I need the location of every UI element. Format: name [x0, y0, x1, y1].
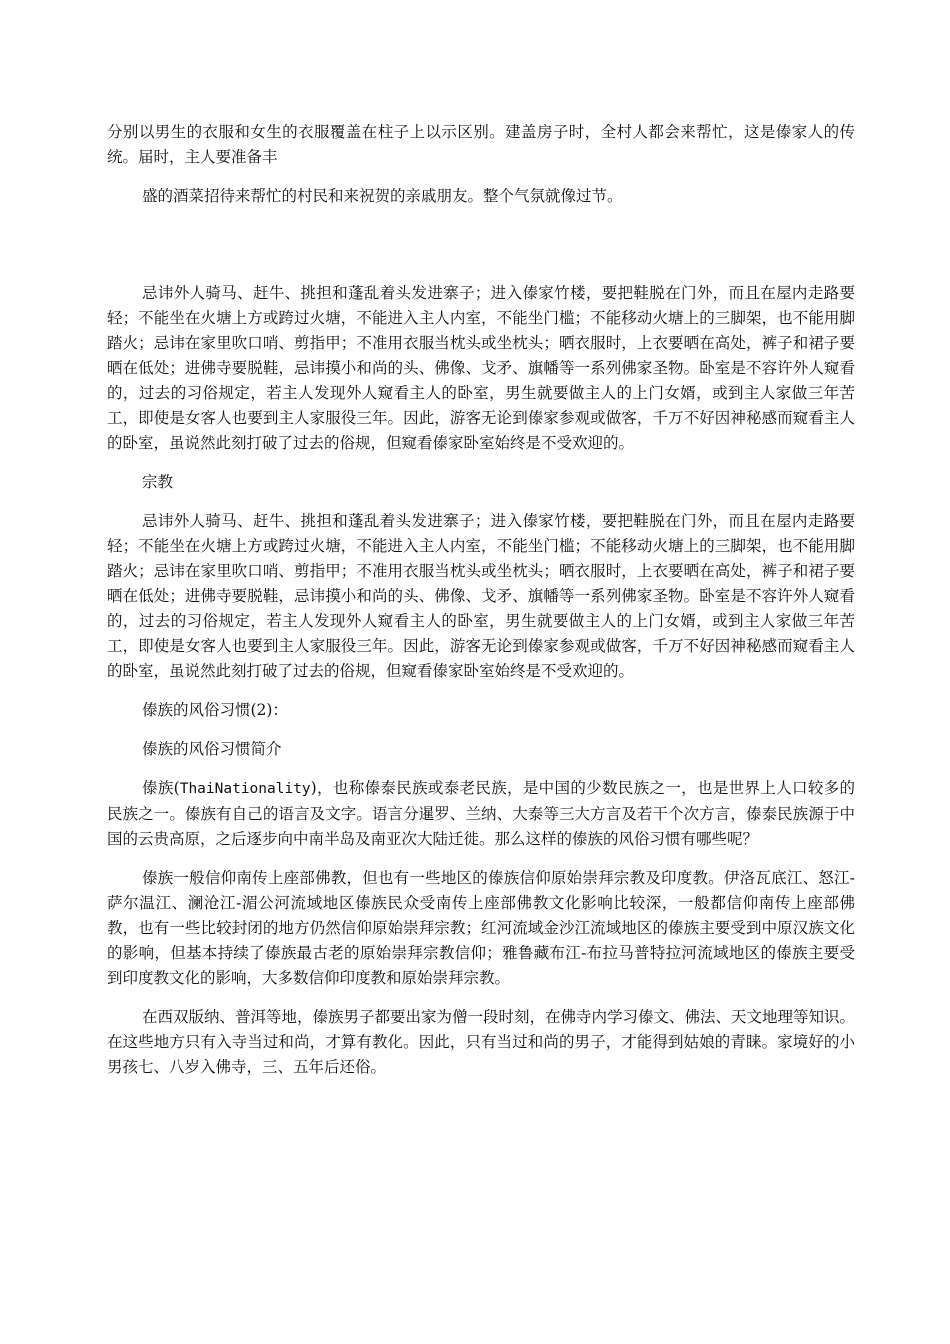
dai-english-name: ThaiNationality [179, 781, 311, 797]
paragraph-house-building: 分别以男生的衣服和女生的衣服覆盖在柱子上以示区别。建盖房子时，全村人都会来帮忙，这是傣家人的传统。届时，主人要准备丰 [107, 123, 855, 166]
paragraph-taboos-repeat: 忌讳外人骑马、赶牛、挑担和蓬乱着头发进寨子；进入傣家竹楼，要把鞋脱在门外，而且在屋内走路要轻；不能坐在火塘上方或跨过火塘，不能进入主人内室，不能坐门槛；不能移动火塘上的三脚架，也不能用脚踏火；忌讳在家里吹口哨、剪指甲；不准用衣服当枕头或坐枕头；晒衣服时，上衣要晒在高处，裤子和裙子要晒在低处；进佛寺要脱鞋，忌讳摸小和尚的头、佛像、戈矛、旗幡等一系列佛家圣物。卧室是不容许外人窥看的，过去的习俗规定，若主人发现外人窥看主人的卧室，男生就要做主人的上门女婿，或到主人家做三年苦工，即使是女客人也要到主人家服役三年。因此，游客无论到傣家参观或做客，千万不好因神秘感而窥看主人的卧室，虽说然此刻打破了过去的俗规，但窥看傣家卧室始终是不受欢迎的。 [107, 512, 855, 680]
paragraph-dai-intro [107, 776, 855, 852]
section-heading-customs-2: 傣族的风俗习惯(2)： [142, 701, 288, 719]
dai-intro-rest: )，也称傣泰民族或泰老民族，是中国的少数民族之一，也是世界上人口较多的民族之一。傣族有自己的语言及文字。语言分暹罗、兰纳、大泰等三大方言及若干个次方言，傣泰民族源于中国的云贵高原，之后逐步向中南半岛及南亚次大陆迁徙。那么这样的傣族的风俗习惯有哪些呢？ [107, 779, 855, 848]
blank-gap [107, 223, 855, 281]
section-heading-religion: 宗教 [142, 473, 174, 491]
paragraph-monkhood: 在西双版纳、普洱等地，傣族男子都要出家为僧一段时刻，在佛寺内学习傣文、佛法、天文地理等知识。在这些地方只有入寺当过和尚，才算有教化。因此，只有当过和尚的男子，才能得到姑娘的青睐。家境好的小男孩七、八岁入佛寺，三、五年后还俗。 [107, 1008, 856, 1076]
paragraph-dai-religion: 傣族一般信仰南传上座部佛教，但也有一些地区的傣族信仰原始崇拜宗教及印度教。伊洛瓦底江、怒江-萨尔温江、澜沧江-湄公河流域地区傣族民众受南传上座部佛教文化影响比较深，一般都信仰南传上座部佛教，也有一些比较封闭的地方仍然信仰原始崇拜宗教；红河流域金沙江流域地区的傣族主要受到中原汉族文化的影响，但基本持续了傣族最古老的原始崇拜宗教信仰；雅鲁藏布江-布拉马普特拉河流域地区的傣族主要受到印度教文化的影响，大多数信仰印度教和原始崇拜宗教。 [107, 869, 855, 987]
dai-intro-start: 傣族( [142, 779, 180, 797]
section-heading-customs-intro: 傣族的风俗习惯简介 [142, 740, 282, 758]
document-page [107, 120, 855, 1094]
paragraph-feast: 盛的酒菜招待来帮忙的村民和来祝贺的亲戚朋友。整个气氛就像过节。 [142, 187, 623, 205]
paragraph-taboos: 忌讳外人骑马、赶牛、挑担和蓬乱着头发进寨子；进入傣家竹楼，要把鞋脱在门外，而且在屋内走路要轻；不能坐在火塘上方或跨过火塘，不能进入主人内室，不能坐门槛；不能移动火塘上的三脚架，也不能用脚踏火；忌讳在家里吹口哨、剪指甲；不准用衣服当枕头或坐枕头；晒衣服时，上衣要晒在高处，裤子和裙子要晒在低处；进佛寺要脱鞋，忌讳摸小和尚的头、佛像、戈矛、旗幡等一系列佛家圣物。卧室是不容许外人窥看的，过去的习俗规定，若主人发现外人窥看主人的卧室，男生就要做主人的上门女婿，或到主人家做三年苦工，即使是女客人也要到主人家服役三年。因此，游客无论到傣家参观或做客，千万不好因神秘感而窥看主人的卧室，虽说然此刻打破了过去的俗规，但窥看傣家卧室始终是不受欢迎的。 [107, 284, 855, 452]
